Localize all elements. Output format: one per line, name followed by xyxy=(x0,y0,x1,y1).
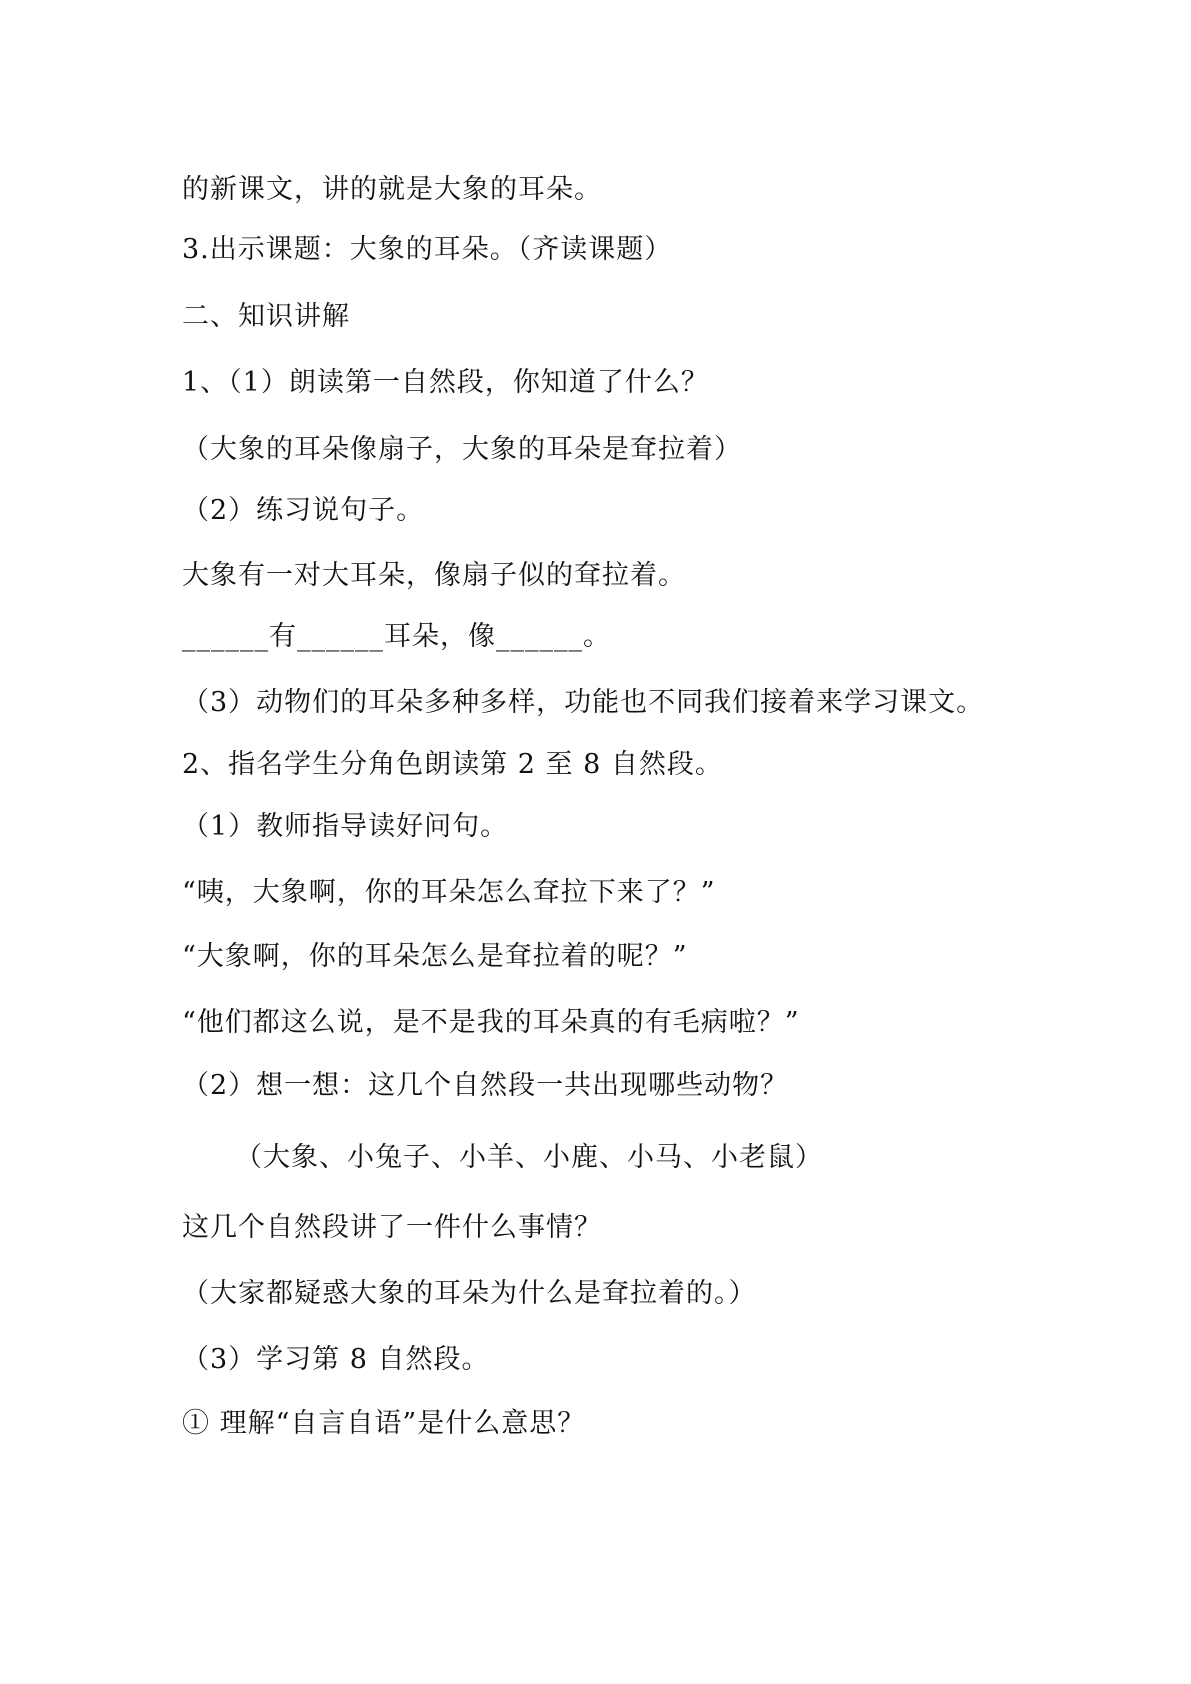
section-heading: 二、知识讲解 xyxy=(182,301,350,332)
text-line: 1、（1）朗读第一自然段，你知道了什么？ xyxy=(182,367,709,398)
text-line: 大象有一对大耳朵，像扇子似的耷拉着。 xyxy=(182,560,686,591)
text-line: 的新课文，讲的就是大象的耳朵。 xyxy=(182,174,602,205)
text-line: （2）练习说句子。 xyxy=(182,495,425,526)
text-line: 2、指名学生分角色朗读第 2 至 8 自然段。 xyxy=(182,749,723,780)
quote-line: “他们都这么说，是不是我的耳朵真的有毛病啦？” xyxy=(182,1007,800,1038)
text-line: （大象的耳朵像扇子，大象的耳朵是耷拉着） xyxy=(182,434,742,465)
text-line: （大家都疑惑大象的耳朵为什么是耷拉着的。） xyxy=(182,1278,757,1309)
text-line: （2）想一想：这几个自然段一共出现哪些动物？ xyxy=(182,1070,789,1101)
text-line: 这几个自然段讲了一件什么事情？ xyxy=(182,1212,602,1243)
quote-line: “大象啊，你的耳朵怎么是耷拉着的呢？” xyxy=(182,941,688,972)
text-line: （大象、小兔子、小羊、小鹿、小马、小老鼠） xyxy=(235,1142,823,1173)
quote-line: “咦，大象啊，你的耳朵怎么耷拉下来了？” xyxy=(182,877,716,908)
fill-in-blank-line: ______有______耳朵，像______。 xyxy=(182,621,611,652)
text-line: ① 理解“自言自语”是什么意思？ xyxy=(182,1408,586,1439)
text-line: （1）教师指导读好问句。 xyxy=(182,811,509,842)
text-line: （3）动物们的耳朵多种多样，功能也不同我们接着来学习课文。 xyxy=(182,687,985,718)
text-line: （3）学习第 8 自然段。 xyxy=(182,1344,490,1375)
text-line: 3.出示课题：大象的耳朵。（齐读课题） xyxy=(182,234,673,265)
